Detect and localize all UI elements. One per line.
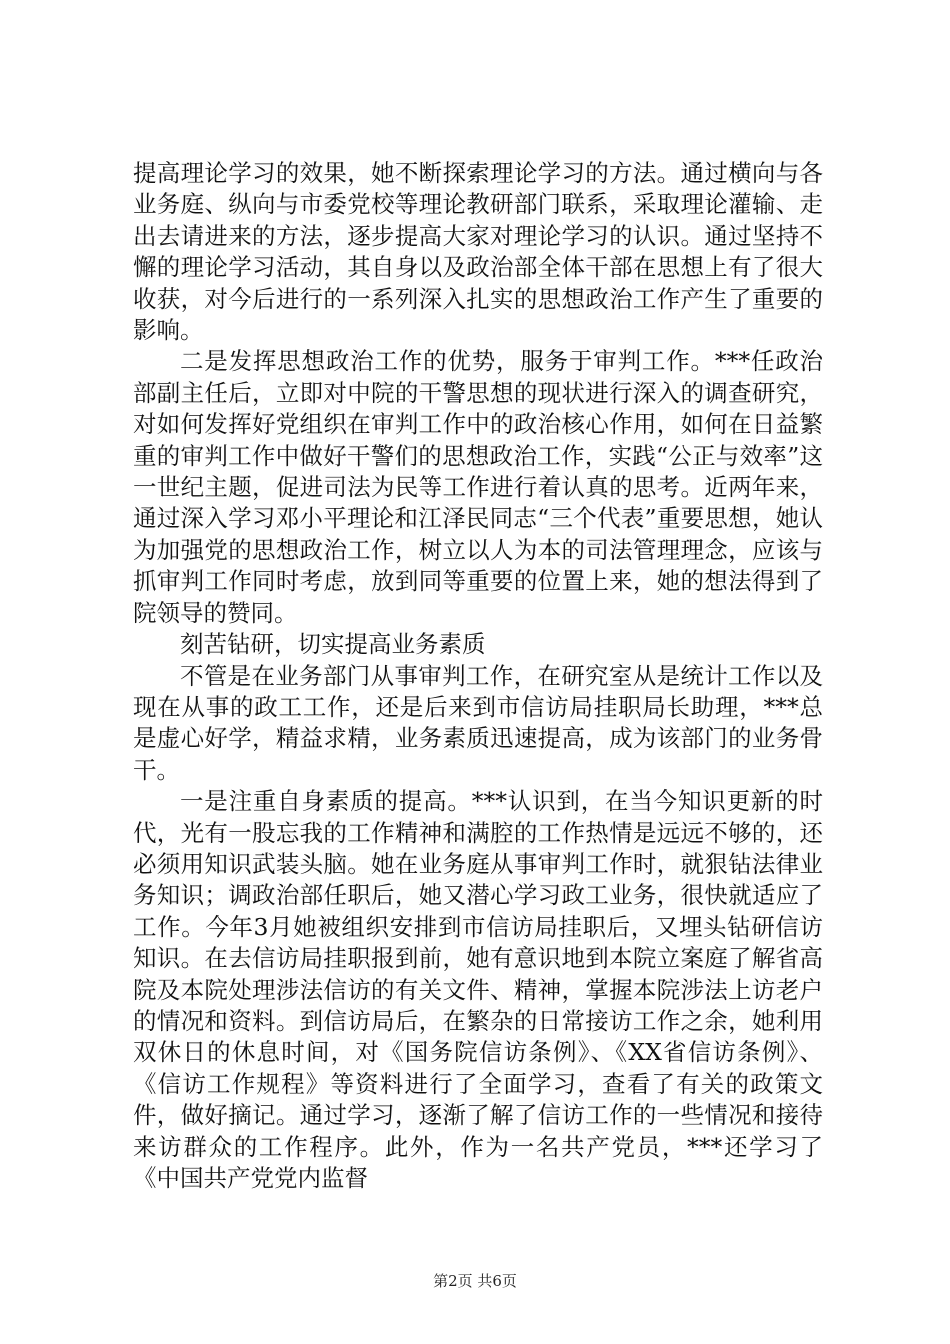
paragraph-3: 不管是在业务部门从事审判工作，在研究室从是统计工作以及现在从事的政工工作，还是后来到市信访局挂职局长助理，***总是虚心好学，精益求精，业务素质迅速提高，成为该部门的业务骨干。 [133, 661, 823, 784]
paragraph-1: 提高理论学习的效果，她不断探索理论学习的方法。通过横向与各业务庭、纵向与市委党校等理论教研部门联系，采取理论灌输、走出去请进来的方法，逐步提高大家对理论学习的认识。通过坚持不懈的理论学习活动，其自身以及政治部全体干部在思想上有了很大收获，对今后进行的一系列深入扎实的思想政治工作产生了重要的影响。 [133, 159, 823, 345]
page-number-footer: 第2页 共6页 [433, 1272, 517, 1290]
section-heading: 刻苦钻研，切实提高业务素质 [180, 630, 486, 659]
document-body [133, 158, 823, 1194]
paragraph-2: 二是发挥思想政治工作的优势，服务于审判工作。***任政治部副主任后，立即对中院的干警思想的现状进行深入的调查研究，对如何发挥好党组织在审判工作中的政治核心作用，如何在日益繁重的审判工作中做好干警们的思想政治工作，实践“公正与效率”这一世纪主题，促进司法为民等工作进行着认真的思考。近两年来，通过深入学习邓小平理论和江泽民同志“三个代表”重要思想，她认为加强党的思想政治工作，树立以人为本的司法管理理念，应该与抓审判工作同时考虑，放到同等重要的位置上来，她的想法得到了院领导的赞同。 [133, 347, 823, 627]
paragraph-4: 一是注重自身素质的提高。***认识到，在当今知识更新的时代，光有一股忘我的工作精神和满腔的工作热情是远远不够的，还必须用知识武装头脑。她在业务庭从事审判工作时，就狠钻法律业务知识；调政治部任职后，她又潜心学习政工业务，很快就适应了工作。今年3月她被组织安排到市信访局挂职后，又埋头钻研信访知识。在去信访局挂职报到前，她有意识地到本院立案庭了解省高院及本院处理涉法信访的有关文件、精神，掌握本院涉法上访老户的情况和资料。到信访局后，在繁杂的日常接访工作之余，她利用双休日的休息时间，对《国务院信访条例》、《XX省信访条例》、《信访工作规程》等资料进行了全面学习，查看了有关的政策文件，做好摘记。通过学习，逐渐了解了信访工作的一些情况和接待来访群众的工作程序。此外，作为一名共产党员，***还学习了《中国共产党党内监督 [133, 787, 823, 1192]
